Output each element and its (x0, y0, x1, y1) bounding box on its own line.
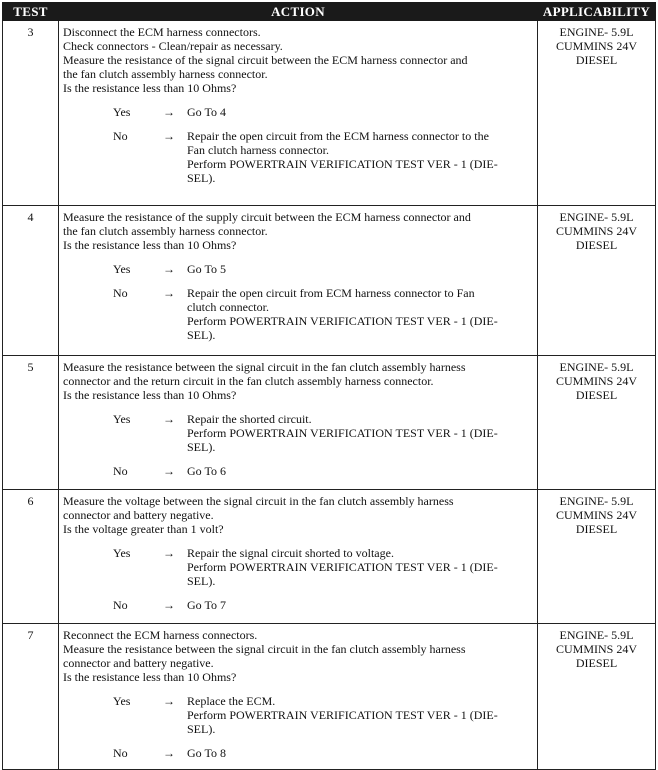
response-no (63, 464, 533, 478)
action-line: Measure the resistance of the supply circuit between the ECM harness connector and (63, 210, 471, 224)
arrow-right-icon: → (163, 262, 175, 276)
action-line: Reconnect the ECM harness connectors. (63, 628, 258, 642)
arrow-right-icon: → (163, 546, 175, 560)
applicability-cell (538, 21, 656, 206)
header-action: ACTION (59, 3, 538, 21)
applicability-line: CUMMINS 24V (555, 224, 637, 238)
response-no (63, 746, 533, 760)
arrow-right-icon: → (163, 464, 175, 478)
response-label: No (113, 286, 128, 300)
response-line: SEL). (187, 440, 216, 454)
response-line: Go To 5 (187, 262, 226, 276)
action-cell (59, 624, 538, 770)
applicability-cell (538, 490, 656, 624)
test-number: 6 (3, 490, 59, 624)
action-line: Is the voltage greater than 1 volt? (63, 522, 224, 536)
applicability-line: ENGINE- 5.9L (559, 360, 634, 374)
action-line: Measure the resistance between the signal circuit in the fan clutch assembly harness (63, 642, 466, 656)
table-row (3, 624, 656, 770)
response-line: Perform POWERTRAIN VERIFICATION TEST VER - 1 (DIE- (187, 426, 498, 440)
action-line: Measure the resistance of the signal circuit between the ECM harness connector and (63, 53, 468, 67)
action-instructions (63, 25, 533, 95)
action-cell (59, 206, 538, 356)
action-line: the fan clutch assembly harness connector. (63, 224, 268, 238)
response-no (63, 129, 533, 185)
table-body (3, 21, 656, 770)
arrow-right-icon: → (163, 598, 175, 612)
response-label: Yes (113, 546, 131, 560)
response-line: Go To 7 (187, 598, 226, 612)
applicability-line: DIESEL (575, 238, 618, 252)
action-instructions (63, 628, 533, 684)
applicability-cell (538, 624, 656, 770)
applicability-line: ENGINE- 5.9L (559, 628, 634, 642)
response-text (187, 694, 533, 736)
response-text (187, 412, 533, 454)
table-row (3, 490, 656, 624)
response-line: Perform POWERTRAIN VERIFICATION TEST VER - 1 (DIE- (187, 157, 498, 171)
response-line: Repair the open circuit from the ECM harness connector to the (187, 129, 489, 143)
response-yes (63, 546, 533, 588)
arrow-right-icon: → (163, 412, 175, 426)
test-number: 3 (3, 21, 59, 206)
response-line: SEL). (187, 722, 216, 736)
response-label: No (113, 746, 128, 760)
action-line: Is the resistance less than 10 Ohms? (63, 238, 237, 252)
table-row (3, 206, 656, 356)
response-label: No (113, 464, 128, 478)
response-line: Repair the shorted circuit. (187, 412, 312, 426)
table-header-row (3, 3, 656, 21)
response-line: Perform POWERTRAIN VERIFICATION TEST VER - 1 (DIE- (187, 708, 498, 722)
response-line: Fan clutch harness connector. (187, 143, 329, 157)
response-label: Yes (113, 694, 131, 708)
response-label: No (113, 129, 128, 143)
test-number: 5 (3, 356, 59, 490)
applicability-line: DIESEL (575, 53, 618, 67)
response-label: No (113, 598, 128, 612)
response-no (63, 598, 533, 612)
diagnostic-test-page (2, 2, 655, 770)
response-text (187, 262, 533, 276)
response-line: SEL). (187, 328, 216, 342)
action-cell (59, 490, 538, 624)
arrow-right-icon: → (163, 105, 175, 119)
response-line: Go To 6 (187, 464, 226, 478)
response-line: SEL). (187, 574, 216, 588)
applicability-line: CUMMINS 24V (555, 39, 637, 53)
diagnostic-test-table (2, 2, 656, 770)
response-yes (63, 412, 533, 454)
action-line: Is the resistance less than 10 Ohms? (63, 670, 237, 684)
response-text (187, 105, 533, 119)
action-line: Measure the voltage between the signal circuit in the fan clutch assembly harness (63, 494, 454, 508)
test-number: 4 (3, 206, 59, 356)
table-row (3, 356, 656, 490)
response-text (187, 746, 533, 760)
response-line: Repair the open circuit from ECM harness connector to Fan (187, 286, 475, 300)
applicability-cell (538, 206, 656, 356)
applicability-line: CUMMINS 24V (555, 508, 637, 522)
response-yes (63, 262, 533, 276)
arrow-right-icon: → (163, 129, 175, 143)
response-text (187, 546, 533, 588)
action-cell (59, 21, 538, 206)
action-line: connector and battery negative. (63, 656, 214, 670)
applicability-line: CUMMINS 24V (555, 642, 637, 656)
action-cell (59, 356, 538, 490)
action-line: connector and the return circuit in the fan clutch assembly harness connector. (63, 374, 434, 388)
test-number: 7 (3, 624, 59, 770)
applicability-line: CUMMINS 24V (555, 374, 637, 388)
response-line: clutch connector. (187, 300, 269, 314)
applicability-line: ENGINE- 5.9L (559, 210, 634, 224)
applicability-cell (538, 356, 656, 490)
action-line: connector and battery negative. (63, 508, 214, 522)
action-line: Check connectors - Clean/repair as necessary. (63, 39, 283, 53)
response-line: Replace the ECM. (187, 694, 276, 708)
action-line: Disconnect the ECM harness connectors. (63, 25, 261, 39)
response-label: Yes (113, 412, 131, 426)
arrow-right-icon: → (163, 694, 175, 708)
action-line: Is the resistance less than 10 Ohms? (63, 388, 237, 402)
action-line: the fan clutch assembly harness connector. (63, 67, 268, 81)
arrow-right-icon: → (163, 746, 175, 760)
applicability-line: DIESEL (575, 656, 618, 670)
response-label: Yes (113, 105, 131, 119)
action-line: Is the resistance less than 10 Ohms? (63, 81, 237, 95)
response-no (63, 286, 533, 342)
response-line: Perform POWERTRAIN VERIFICATION TEST VER - 1 (DIE- (187, 314, 498, 328)
response-line: SEL). (187, 171, 216, 185)
action-instructions (63, 210, 533, 252)
response-line: Go To 8 (187, 746, 226, 760)
response-text (187, 598, 533, 612)
applicability-line: ENGINE- 5.9L (559, 25, 634, 39)
response-text (187, 286, 533, 342)
response-label: Yes (113, 262, 131, 276)
applicability-line: DIESEL (575, 388, 618, 402)
response-line: Repair the signal circuit shorted to voltage. (187, 546, 394, 560)
action-instructions (63, 360, 533, 402)
response-line: Go To 4 (187, 105, 226, 119)
response-text (187, 464, 533, 478)
header-test: TEST (3, 3, 59, 21)
action-instructions (63, 494, 533, 536)
response-yes (63, 694, 533, 736)
applicability-line: DIESEL (575, 522, 618, 536)
applicability-line: ENGINE- 5.9L (559, 494, 634, 508)
response-line: Perform POWERTRAIN VERIFICATION TEST VER - 1 (DIE- (187, 560, 498, 574)
response-yes (63, 105, 533, 119)
action-line: Measure the resistance between the signal circuit in the fan clutch assembly harness (63, 360, 466, 374)
response-text (187, 129, 533, 185)
arrow-right-icon: → (163, 286, 175, 300)
header-applicability: APPLICABILITY (538, 3, 656, 21)
table-row (3, 21, 656, 206)
